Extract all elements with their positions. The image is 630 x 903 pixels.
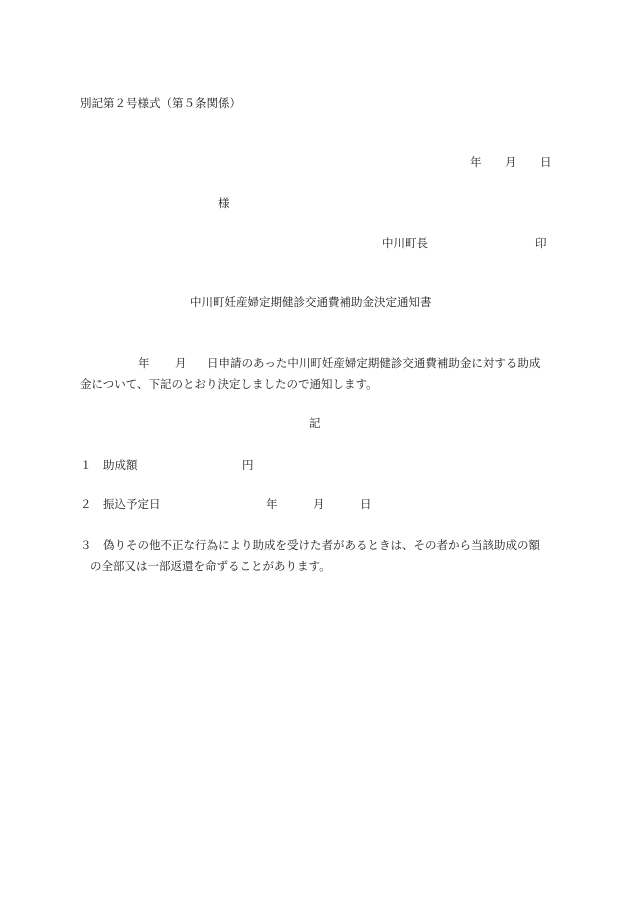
item-1-unit: 円 bbox=[242, 458, 254, 472]
item-3-number: ３ bbox=[80, 538, 92, 552]
ki-heading: 記 bbox=[309, 416, 321, 430]
body-line1: 日申請のあった中川町妊産婦定期健診交通費補助金に対する助成 bbox=[207, 356, 541, 370]
document-title: 中川町妊産婦定期健診交通費補助金決定通知書 bbox=[190, 295, 432, 309]
issuer-title: 中川町長 bbox=[382, 236, 428, 250]
item-3-line2: の全部又は一部返還を命ずることがあります。 bbox=[90, 559, 331, 573]
date-day-label: 日 bbox=[540, 155, 552, 169]
seal-mark: 印 bbox=[535, 236, 547, 250]
form-label: 別記第２号様式（第５条関係） bbox=[80, 96, 241, 110]
item-2-label: 振込予定日 bbox=[103, 497, 161, 511]
item-2-number: ２ bbox=[80, 497, 92, 511]
date-month-label: 月 bbox=[505, 155, 517, 169]
body-year-label: 年 bbox=[138, 356, 150, 370]
recipient-suffix: 様 bbox=[218, 196, 230, 210]
item-3-line1: 偽りその他不正な行為により助成を受けた者があるときは、その者から当該助成の額 bbox=[103, 538, 540, 552]
item-1-label: 助成額 bbox=[103, 458, 138, 472]
item-2-day-label: 日 bbox=[360, 497, 372, 511]
item-2-month-label: 月 bbox=[313, 497, 325, 511]
date-year-label: 年 bbox=[470, 155, 482, 169]
body-month-label: 月 bbox=[175, 356, 187, 370]
item-2-year-label: 年 bbox=[266, 497, 278, 511]
body-line2: 金について、下記のとおり決定しましたので通知します。 bbox=[80, 377, 378, 391]
item-1-number: １ bbox=[80, 458, 92, 472]
